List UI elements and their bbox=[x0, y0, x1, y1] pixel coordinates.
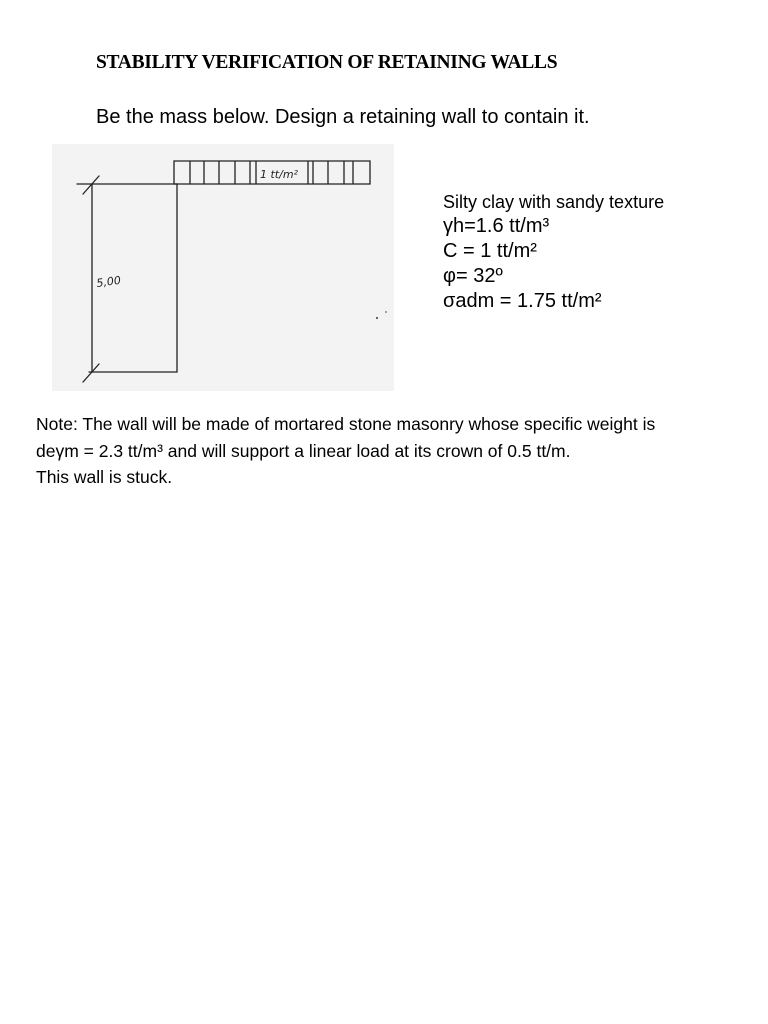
note-line: This wall is stuck. bbox=[36, 467, 173, 487]
note-line: deγm = 2.3 tt/m³ and will support a linear load at its crown of 0.5 tt/m. bbox=[36, 440, 571, 461]
note-block bbox=[36, 411, 706, 491]
pencil-mark bbox=[376, 317, 378, 319]
friction-angle-param: φ= 32º bbox=[443, 265, 503, 287]
surcharge-label: 1 tt/m² bbox=[260, 168, 298, 181]
note-line: Note: The wall will be made of mortared stone masonry whose specific weight is bbox=[36, 414, 656, 434]
retaining-wall-sketch bbox=[52, 144, 394, 391]
dimension-tick-top bbox=[83, 176, 99, 194]
soil-description: Silty clay with sandy texture bbox=[443, 192, 665, 212]
height-label: 5,00 bbox=[95, 273, 122, 290]
problem-statement: Be the mass below. Design a retaining wall to contain it. bbox=[96, 106, 590, 128]
allowable-stress-param: σadm = 1.75 tt/m² bbox=[443, 290, 602, 312]
page-title: STABILITY VERIFICATION OF RETAINING WALLS bbox=[96, 52, 558, 73]
pencil-mark bbox=[385, 311, 387, 313]
unit-weight-param: γh=1.6 tt/m³ bbox=[443, 215, 550, 237]
soil-properties bbox=[443, 190, 664, 314]
sketch-drawing bbox=[52, 144, 394, 391]
cohesion-param: C = 1 tt/m² bbox=[443, 240, 537, 262]
dimension-tick-bottom bbox=[83, 364, 99, 382]
